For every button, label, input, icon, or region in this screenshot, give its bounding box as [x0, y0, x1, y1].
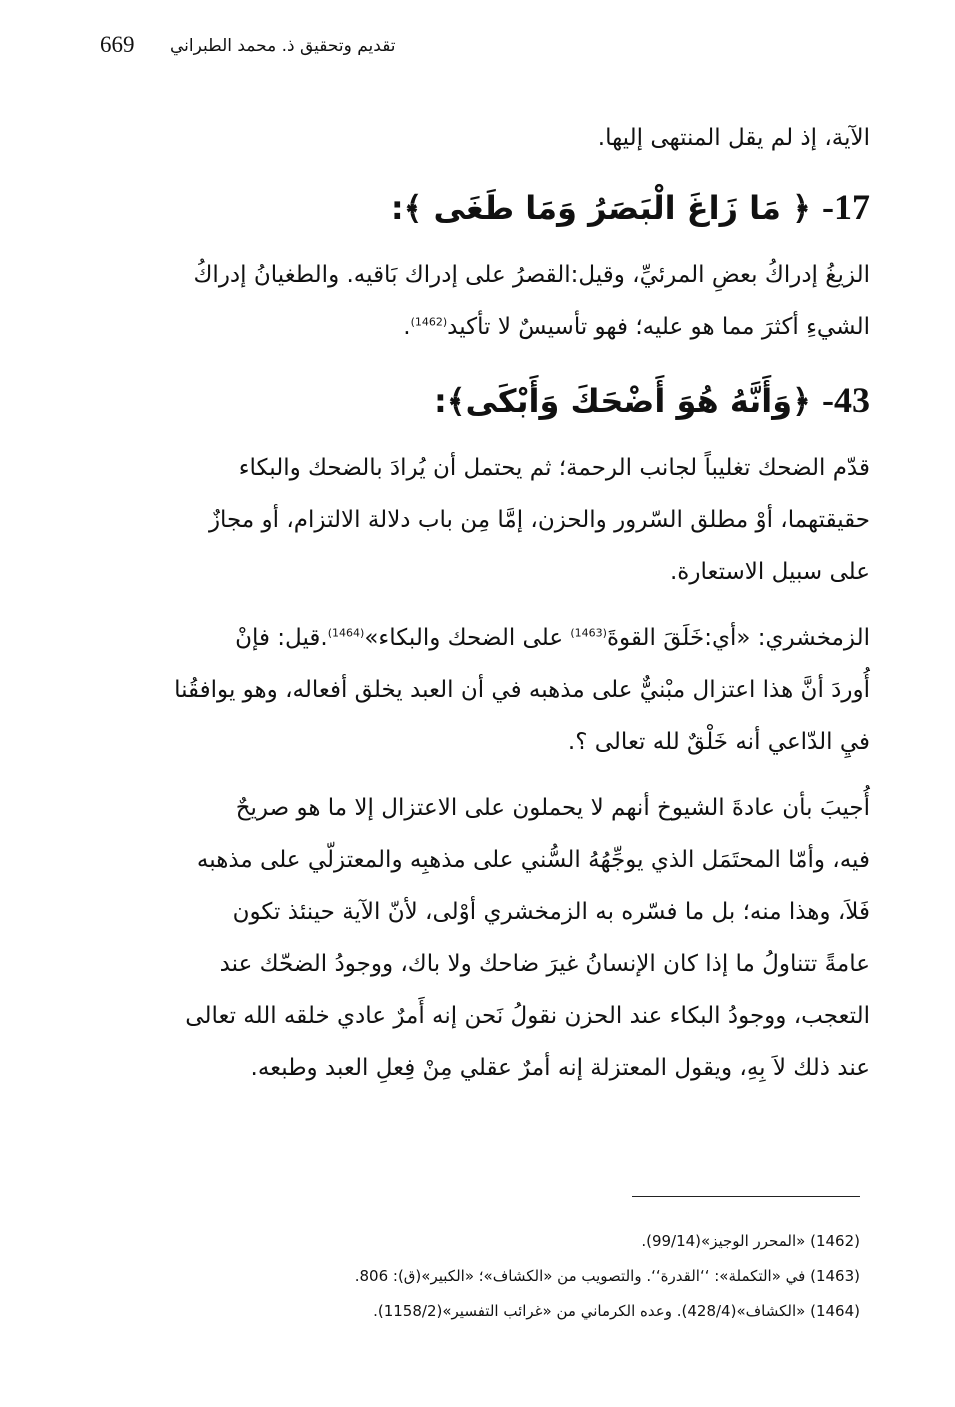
text-fragment: على الضحك والبكاء»: [364, 625, 571, 651]
footnote-divider: [632, 1196, 860, 1197]
main-text: [88, 112, 870, 1108]
commentary-43-para1: [88, 442, 870, 598]
verse-number: 43-: [822, 380, 870, 420]
verse-number: 17-: [822, 187, 870, 227]
verse-heading-17: [88, 174, 870, 241]
text-line: أُجيبَ بأن عادةَ الشيوخ أنهم لا يحملون على الاعتزال إلا ما هو صريحٌ: [235, 795, 870, 821]
text-line: فيِ الدّاعي أنه خَلْقٌ لله تعالى ؟.: [567, 729, 870, 755]
footnote: (1463) في «التكملة»: ‘‘القدرة‘‘. والتصويب من «الكشاف»؛ «الكبير»(ق): 806.: [354, 1267, 860, 1285]
commentary-17: [88, 249, 870, 353]
text-line: [88, 612, 870, 664]
text-line: حقيقتهما، أوْ مطلق السّرور والحزن، إمَّا مِن باب دلالة الالتزام، أو مجازٌ: [208, 507, 870, 533]
page-number: 669: [100, 32, 135, 57]
intro-line: الآية، إذ لم يقل المنتهى إليها.: [597, 125, 870, 151]
text-line: على سبيل الاستعارة.: [670, 559, 870, 585]
footnote-ref: (1464): [327, 626, 365, 640]
footnote-ref: (1462): [410, 315, 448, 329]
text-line: عند ذلك لاَ بِهِ، ويقول المعتزلة إنه أمرٌ عقلي مِنْ فِعلِ العبد وطبعه.: [250, 1055, 870, 1081]
footnote: (1464) «الكشاف»(428/4). وعده الكرماني من «غرائب التفسير»(1158/2).: [373, 1302, 860, 1320]
footnote: (1462) «المحرر الوجيز»(99/14).: [641, 1232, 860, 1250]
page-header: [95, 28, 860, 68]
text-line: قدّم الضحك تغليباً لجانب الرحمة؛ ثم يحتمل أن يُرادَ بالضحك والبكاء: [238, 455, 870, 481]
text-line: الشيءِ أكثرَ مما هو عليه؛ فهو تأسيسٌ لا تأكيد$^{(1462)}$.: [403, 314, 870, 340]
footnote-ref: (1463): [570, 626, 607, 640]
verse-text: ﴿ مَا زَاغَ الْبَصَرُ وَمَا طَغَى ﴾:: [390, 189, 811, 227]
footnotes: [100, 1224, 860, 1329]
verse-heading-43: [88, 367, 870, 434]
text-line: الزيغُ إدراكُ بعضِ المرئيِّ، وقيل:القصرُ على إدراك بَاقيه. والطغيانُ إدراكُ: [193, 262, 870, 288]
text-line: فَلاَ، وهذا منه؛ بل ما فسّره به الزمخشري أوْلى، لأنّ الآية حينئذ تكون: [232, 899, 870, 925]
text-line: فيه، وأمّا المحتَمَل الذي يوجِّهُهُ السُّني على مذهبِه والمعتزلّي على مذهبه: [196, 847, 870, 873]
commentary-43-para3: [88, 782, 870, 1094]
text-fragment: الزمخشري: «أي:خَلَقَ القوةَ: [606, 625, 870, 651]
text-line: أُوردَ أنَّ هذا اعتزال مبْنيٌّ على مذهبه في أن العبد يخلق أفعاله، وهو يوافقُنا: [174, 677, 870, 703]
text-line: عامةً تتناولُ ما إذا كان الإنسانُ غيرَ ضاحك ولا باك، ووجودُ الضحّك عند: [219, 951, 870, 977]
commentary-43-para2: [88, 612, 870, 768]
running-head: تقديم وتحقيق ذ. محمد الطبراني: [170, 36, 396, 56]
verse-text: ﴿وَأَنَّهُ هُوَ أَضْحَكَ وَأَبْكَى﴾:: [434, 382, 811, 420]
text-fragment: .قيل: فإنْ: [235, 625, 328, 651]
text-fragment: الشيءِ أكثرَ مما هو عليه؛ فهو تأسيسٌ لا تأكيد: [447, 314, 870, 340]
text-line: التعجب، ووجودُ البكاء عند الحزن نقولُ نَحن إنه أَمرٌ عادي خلقه الله تعالى: [185, 1003, 870, 1029]
